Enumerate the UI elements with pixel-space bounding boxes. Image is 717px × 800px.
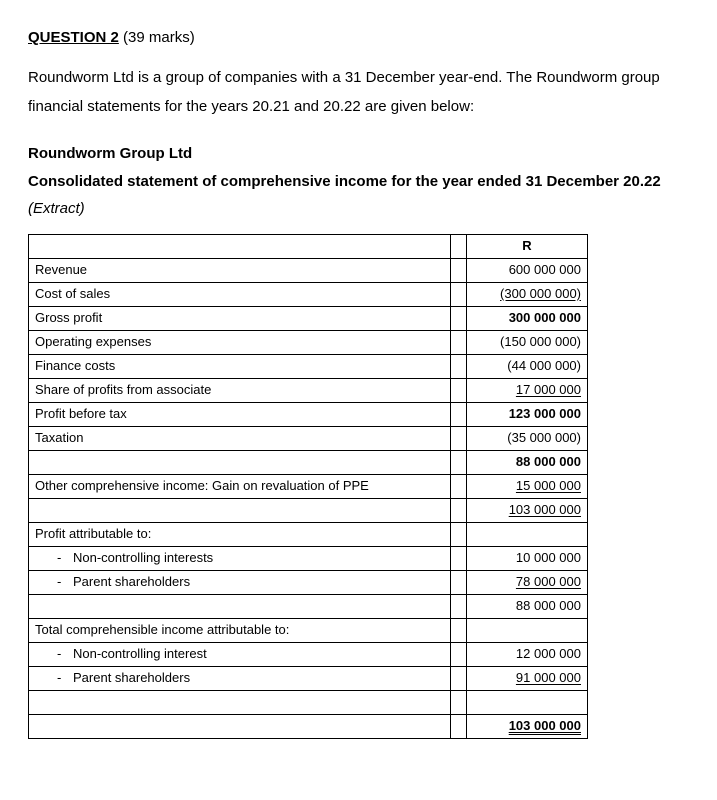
statement-title: Consolidated statement of comprehensive income for the year ended 31 December 20.22: [28, 173, 661, 190]
row-amount: 88 000 000: [467, 451, 588, 475]
company-name: Roundworm Group Ltd: [28, 145, 193, 162]
table-row: [29, 355, 588, 379]
row-label: Non-controlling interest: [73, 646, 207, 661]
note-cell: [451, 667, 467, 691]
note-cell: [451, 523, 467, 547]
note-cell: [451, 235, 467, 259]
row-amount: (150 000 000): [467, 331, 588, 355]
table-row: [29, 259, 588, 283]
row-label: Non-controlling interests: [73, 550, 214, 565]
table-header-row: [29, 235, 588, 259]
table-row: [29, 499, 588, 523]
table-row: [29, 643, 588, 667]
currency-header: R: [467, 235, 588, 259]
note-cell: [451, 283, 467, 307]
row-label: Gross profit: [29, 307, 451, 331]
row-amount: 600 000 000: [467, 259, 588, 283]
note-cell: [451, 355, 467, 379]
bullet-dash: -: [57, 550, 62, 565]
note-cell: [451, 403, 467, 427]
income-statement-table: [28, 234, 588, 739]
note-cell: [451, 571, 467, 595]
row-label: Parent shareholders: [73, 574, 191, 589]
note-cell: [451, 331, 467, 355]
table-row: [29, 475, 588, 499]
row-label: Profit before tax: [29, 403, 451, 427]
row-label: Operating expenses: [29, 331, 451, 355]
table-row: [29, 379, 588, 403]
table-row: [29, 307, 588, 331]
row-amount: 10 000 000: [467, 547, 588, 571]
question-title: QUESTION 2: [28, 29, 119, 46]
table-row: [29, 403, 588, 427]
table-row: [29, 451, 588, 475]
row-label: Other comprehensive income: Gain on revaluation of PPE: [29, 475, 451, 499]
table-row: [29, 571, 588, 595]
row-label: [29, 499, 451, 523]
note-cell: [451, 259, 467, 283]
table-row: [29, 283, 588, 307]
table-row: [29, 667, 588, 691]
row-label: Finance costs: [29, 355, 451, 379]
row-label: [29, 691, 451, 715]
note-cell: [451, 475, 467, 499]
note-cell: [451, 619, 467, 643]
table-row: [29, 547, 588, 571]
note-cell: [451, 691, 467, 715]
note-cell: [451, 715, 467, 739]
row-amount: 103 000 000: [508, 718, 581, 733]
row-amount: [467, 523, 588, 547]
note-cell: [451, 307, 467, 331]
row-label: Revenue: [29, 259, 451, 283]
row-label: [29, 451, 451, 475]
row-amount: 300 000 000: [467, 307, 588, 331]
note-cell: [451, 379, 467, 403]
table-row: [29, 619, 588, 643]
row-label: Share of profits from associate: [29, 379, 451, 403]
row-amount: (300 000 000): [500, 286, 581, 301]
bullet-dash: -: [57, 670, 62, 685]
note-cell: [451, 595, 467, 619]
question-heading: [28, 29, 195, 46]
question-marks: (39 marks): [123, 29, 195, 46]
label-header-cell: [29, 235, 451, 259]
bullet-dash: -: [57, 574, 62, 589]
table-row: [29, 715, 588, 739]
row-amount: 15 000 000: [515, 478, 581, 493]
row-label: Profit attributable to:: [29, 523, 451, 547]
row-label: [29, 715, 451, 739]
row-label: Taxation: [29, 427, 451, 451]
row-amount: 103 000 000: [508, 502, 581, 517]
note-cell: [451, 547, 467, 571]
row-amount: (35 000 000): [467, 427, 588, 451]
note-cell: [451, 643, 467, 667]
note-cell: [451, 427, 467, 451]
table-row: [29, 523, 588, 547]
row-label: [29, 595, 451, 619]
table-row: [29, 691, 588, 715]
row-amount: 123 000 000: [467, 403, 588, 427]
table-row: [29, 595, 588, 619]
bullet-dash: -: [57, 646, 62, 661]
row-amount: 91 000 000: [515, 670, 581, 685]
row-label: Cost of sales: [29, 283, 451, 307]
question-intro: Roundworm Ltd is a group of companies with a 31 December year-end. The Roundworm group financial statements for the years 20.21 and 20.22 are given below:: [28, 69, 660, 115]
row-amount: 88 000 000: [467, 595, 588, 619]
row-label: Parent shareholders: [73, 670, 191, 685]
note-cell: [451, 451, 467, 475]
row-label: Total comprehensible income attributable to:: [29, 619, 451, 643]
table-row: [29, 427, 588, 451]
row-amount: [467, 619, 588, 643]
table-row: [29, 331, 588, 355]
statement-subtitle: (Extract): [28, 200, 85, 217]
row-amount: 17 000 000: [515, 382, 581, 397]
note-cell: [451, 499, 467, 523]
row-amount: 12 000 000: [467, 643, 588, 667]
row-amount: [467, 691, 588, 715]
row-amount: (44 000 000): [467, 355, 588, 379]
row-amount: 78 000 000: [515, 574, 581, 589]
